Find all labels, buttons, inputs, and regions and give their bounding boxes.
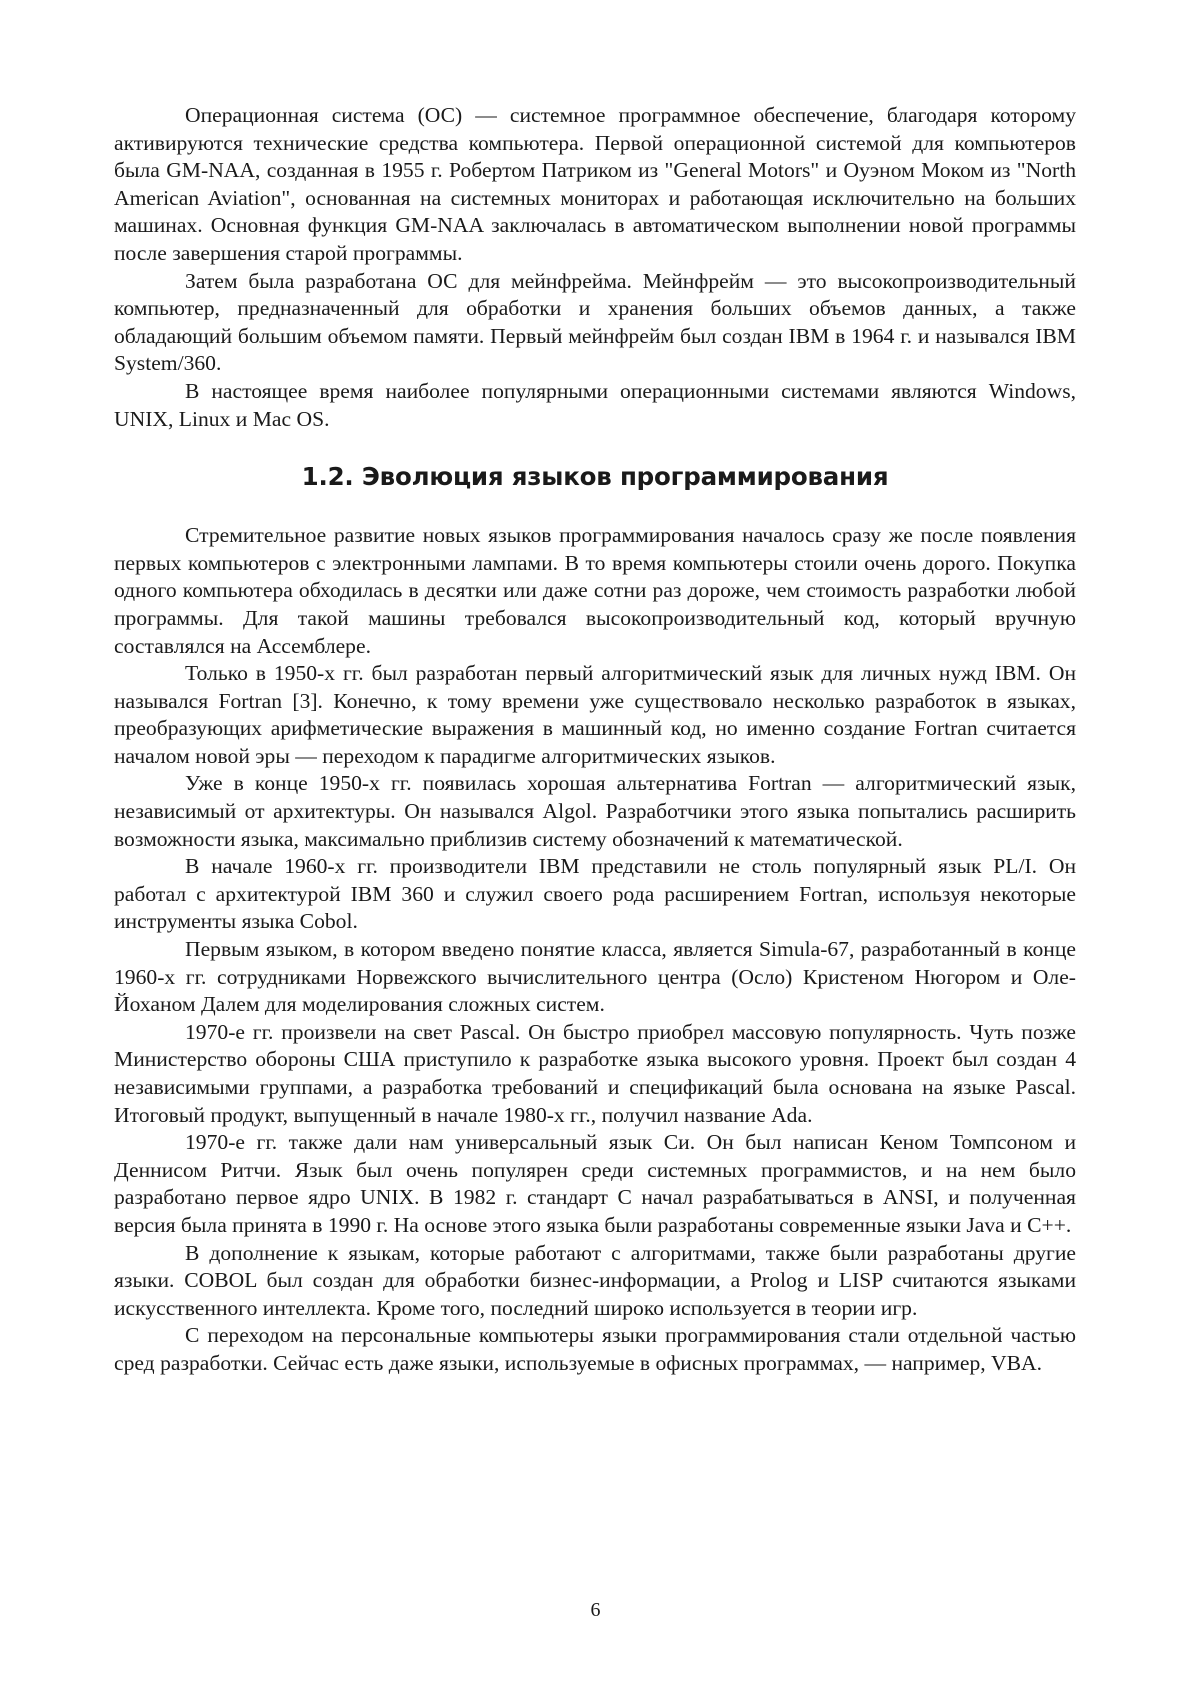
page-body — [114, 102, 1076, 1378]
section-heading: 1.2. Эволюция языков программирования — [301, 462, 889, 492]
paragraph-algol: Уже в конце 1950-х гг. появилась хорошая альтернатива Fortran — алгоритмический язык, независимый от архитектуры. Он назывался Algol. Разработчики этого языка попытались расширить возможности языка, максимально приблизив систему обозначений к математической. — [114, 771, 1076, 851]
paragraph-popular-os: В настоящее время наиболее популярными операционными системами являются Windows, UNIX, Linux и Mac OS. — [114, 378, 1076, 431]
paragraph-simula: Первым языком, в котором введено понятие класса, является Simula-67, разработанный в конце 1960-х гг. сотрудниками Норвежского вычислительного центра (Осло) Кристеном Нюгором и Оле-Йоханом Далем для моделирования сложных систем. — [114, 937, 1076, 1017]
paragraph-personal-computers: С переходом на персональные компьютеры языки программирования стали отдельной частью сред разработки. Сейчас есть даже языки, используемые в офисных программах, — например, VBA. — [114, 1323, 1076, 1375]
paragraph-os-definition: Операционная система (ОС) — системное программное обеспечение, благодаря которому активируются технические средства компьютера. Первой операционной системой для компьютеров была GM-NAA, созданная в 1955 г. Робертом Патриком из "General Motors" и Оуэном Моком из "North American Aviation", основанная на системных мониторах и работающая исключительно на больших машинах. Основная функция GM-NAA заключалась в автоматическом выполнении новой программы после завершения старой программы. — [114, 103, 1076, 265]
page-number: 6 — [590, 1599, 601, 1621]
paragraph-c-language: 1970-е гг. также дали нам универсальный язык Си. Он был написан Кеном Томпсоном и Деннисом Ритчи. Язык был очень популярен среди системных программистов, и на нем было разработано первое ядро UNIX. В 1982 г. стандарт С начал разрабатываться в ANSI, и полученная версия была принята в 1990 г. На основе этого языка были разработаны современные языки Java и С++. — [114, 1130, 1076, 1237]
paragraph-fortran: Только в 1950-х гг. был разработан первый алгоритмический язык для личных нужд IBM. Он назывался Fortran [3]. Конечно, к тому времени уже существовало несколько разработок в языках, преобразующих арифметические выражения в машинный код, но именно создание Fortran считается началом новой эры — переходом к парадигме алгоритмических языков. — [114, 661, 1076, 768]
paragraph-pascal-ada: 1970-е гг. произвели на свет Pascal. Он быстро приобрел массовую популярность. Чуть позже Министерство обороны США приступило к разработке языка высокого уровня. Проект был создан 4 независимыми группами, а разработка требований и спецификаций была основана на языке Pascal. Итоговый продукт, выпущенный в начале 1980-х гг., получил название Ada. — [114, 1019, 1076, 1127]
paragraph-mainframe: Затем была разработана ОС для мейнфрейма. Мейнфрейм — это высокопроизводительный компьютер, предназначенный для обработки и хранения больших объемов данных, а также обладающий большим объемом памяти. Первый мейнфрейм был создан IBM в 1964 г. и назывался IBM System/360. — [114, 268, 1076, 376]
paragraph-other-languages: В дополнение к языкам, которые работают с алгоритмами, также были разработаны другие языки. COBOL был создан для обработки бизнес-информации, а Prolog и LISP считаются языками искусственного интеллекта. Кроме того, последний широко используется в теории игр. — [114, 1240, 1076, 1320]
paragraph-pl1: В начале 1960-х гг. производители IBM представили не столь популярный язык PL/I. Он работал с архитектурой IBM 360 и служил своего рода расширением Fortran, используя некоторые инструменты языка Cobol. — [114, 854, 1076, 934]
paragraph-early-languages: Стремительное развитие новых языков программирования началось сразу же после появления первых компьютеров с электронными лампами. В то время компьютеры стоили очень дорого. Покупка одного компьютера обходилась в десятки или даже сотни раз дороже, чем стоимость разработки любой программы. Для такой машины требовался высокопроизводительный код, который вручную составлялся на Ассемблере. — [114, 523, 1076, 658]
